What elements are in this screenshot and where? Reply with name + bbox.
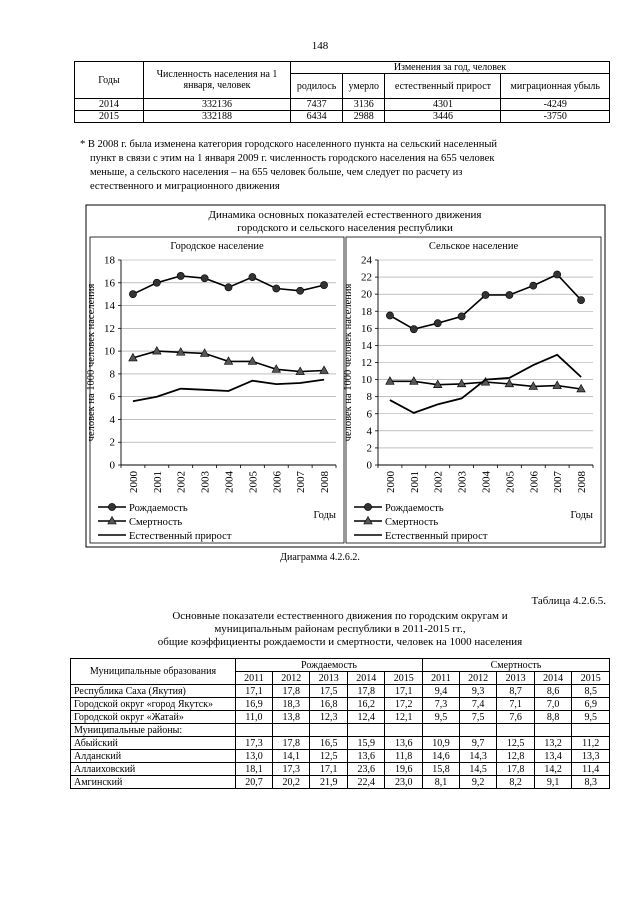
y-tick-label: 18 [361,305,372,318]
data-point [458,313,465,320]
cell: 332188 [144,111,291,123]
data-point [434,320,441,327]
header-born: родилось [291,74,343,99]
cell: 15,9 [347,737,384,750]
cell: 16,9 [236,698,273,711]
header-municipal: Муниципальные образования [71,659,236,685]
data-point [249,273,256,280]
y-tick-label: 14 [361,339,372,352]
row-name: Аллаиховский [71,763,236,776]
cell: -4249 [501,99,610,111]
header-year: 2014 [534,672,571,685]
data-point [386,312,393,319]
legend-label: Рождаемость [129,503,188,514]
cell: 14,2 [534,763,571,776]
header-year: 2015 [385,672,422,685]
table-title-line: общие коэффициенты рождаемости и смертности, человек на 1000 населения [157,636,523,648]
data-point [201,275,208,282]
header-changes: Изменения за год, человек [291,62,610,74]
y-tick-label: 8 [109,368,115,381]
y-tick-label: 16 [104,277,115,290]
header-natural: естественный прирост [385,74,501,99]
y-axis-label: человек на 1000 человек населения [86,283,97,442]
row-name: Алданский [71,750,236,763]
y-tick-label: 0 [366,459,372,472]
cell: 18,3 [273,698,310,711]
panel-title: Городское население [170,241,264,252]
y-tick-label: 6 [109,391,115,404]
y-tick-label: 24 [361,254,372,267]
table-row [71,750,610,763]
series-line [390,275,581,330]
row-name: Республика Саха (Якутия) [71,685,236,698]
x-tick-label: 2001 [151,471,164,493]
cell: 16,2 [347,698,384,711]
y-tick-label: 10 [361,374,372,387]
y-tick-label: 20 [361,288,372,301]
cell: 332136 [144,99,291,111]
y-tick-label: 14 [104,300,115,313]
y-tick-label: 4 [366,425,372,438]
table-row [71,763,610,776]
cell: 6,9 [572,698,610,711]
row-name: Городской округ «город Якутск» [71,698,236,711]
y-axis-label: человек на 1000 человек населения [343,283,354,442]
data-point [506,291,513,298]
x-tick-label: 2000 [384,471,397,493]
cell: 8,5 [572,685,610,698]
urban-chart [86,241,336,542]
row-name: Амгинский [71,776,236,789]
cell: 16,8 [310,698,347,711]
cell: 8,3 [572,776,610,789]
data-point [297,287,304,294]
x-tick-label: 2008 [319,471,332,493]
table-row [71,776,610,789]
cell: 7,0 [534,698,571,711]
cell [236,724,273,737]
cell: 7,3 [422,698,459,711]
header-year: 2014 [347,672,384,685]
cell: 6434 [291,111,343,123]
table-row [71,685,610,698]
cell: 8,8 [534,711,571,724]
cell: 12,1 [385,711,422,724]
cell: 13,2 [534,737,571,750]
data-point [177,272,184,279]
cell [310,724,347,737]
cell: 23,6 [347,763,384,776]
header-years: Годы [75,62,144,99]
data-point [553,381,561,389]
cell: 17,8 [497,763,534,776]
cell [497,724,534,737]
cell: 12,5 [310,750,347,763]
cell: 12,8 [497,750,534,763]
header-births: Рождаемость [236,659,423,672]
row-name: Абыйский [71,737,236,750]
data-point [129,291,136,298]
data-point [153,347,161,355]
legend-marker [108,503,115,510]
cell: 11,8 [385,750,422,763]
cell: 8,7 [497,685,534,698]
cell: 7437 [291,99,343,111]
header-year: 2015 [572,672,610,685]
y-tick-label: 22 [361,271,372,284]
cell: 9,3 [459,685,496,698]
y-tick-label: 8 [366,391,372,404]
cell [385,724,422,737]
y-tick-label: 4 [109,413,115,426]
cell: 17,3 [236,737,273,750]
legend-marker [364,503,371,510]
cell: 22,4 [347,776,384,789]
legend-label: Рождаемость [385,503,444,514]
cell: 4301 [385,99,501,111]
cell: 20,7 [236,776,273,789]
y-tick-label: 2 [366,442,372,455]
y-tick-label: 12 [361,357,372,369]
x-tick-label: 2002 [175,471,188,493]
cell: 2988 [343,111,385,123]
header-deaths: Смертность [422,659,609,672]
cell: 17,8 [273,685,310,698]
y-tick-label: 6 [366,408,372,421]
data-point [153,279,160,286]
panel-title: Сельское население [428,241,519,252]
cell: 18,1 [236,763,273,776]
row-name: Муниципальные районы: [71,724,236,737]
header-year: 2012 [273,672,310,685]
footnote-line: * В 2008 г. была изменена категория городского населенного пункта на сельский населенный [80,139,498,150]
table-title-line: муниципальным районам республики в 2011-2015 гг., [214,623,466,635]
table-label: Таблица 4.2.6.5. [531,595,606,607]
cell: 9,5 [422,711,459,724]
cell: 9,5 [572,711,610,724]
x-tick-label: 2006 [528,471,541,493]
cell: 13,3 [572,750,610,763]
table-row [71,737,610,750]
header-year: 2012 [459,672,496,685]
cell: 10,9 [422,737,459,750]
data-point [482,291,489,298]
data-point [225,284,232,291]
page-number: 148 [311,40,329,52]
cell [422,724,459,737]
x-tick-label: 2002 [432,471,445,493]
cell: 14,6 [422,750,459,763]
y-tick-label: 18 [104,254,115,267]
cell: 8,6 [534,685,571,698]
header-died: умерло [343,74,385,99]
cell: 17,8 [273,737,310,750]
header-year: 2013 [310,672,347,685]
cell: 7,1 [497,698,534,711]
cell [572,724,610,737]
cell: 11,4 [572,763,610,776]
data-point [320,281,327,288]
x-tick-label: 2003 [199,471,212,493]
x-tick-label: 2003 [456,471,469,493]
legend-label: Естественный прирост [385,531,488,542]
footnote-line: пункт в связи с этим на 1 января 2009 г. численность городского населения на 655 человек [90,153,495,164]
cell: 23,0 [385,776,422,789]
cell: 9,4 [422,685,459,698]
cell: 3446 [385,111,501,123]
cell: 2014 [75,99,144,111]
cell: 11,0 [236,711,273,724]
cell: 16,5 [310,737,347,750]
cell: 15,8 [422,763,459,776]
cell [459,724,496,737]
cell: 8,2 [497,776,534,789]
cell: 7,4 [459,698,496,711]
cell: 17,3 [273,763,310,776]
y-tick-label: 12 [104,322,115,335]
x-tick-label: 2004 [223,471,236,493]
cell: 9,2 [459,776,496,789]
cell: 14,3 [459,750,496,763]
cell: 7,5 [459,711,496,724]
header-year: 2011 [236,672,273,685]
cell [534,724,571,737]
y-tick-label: 10 [104,345,115,358]
header-migration: миграционная убыль [501,74,610,99]
data-point [554,271,561,278]
cell: 17,8 [347,685,384,698]
chart-title-line2: городского и сельского населения республики [237,222,453,234]
cell: 13,6 [385,737,422,750]
cell [347,724,384,737]
data-point [577,297,584,304]
x-tick-label: 2006 [271,471,284,493]
x-tick-label: 2004 [480,471,493,493]
x-tick-label: 2007 [295,471,308,493]
figure-caption: Диаграмма 4.2.6.2. [280,552,360,563]
cell: 17,5 [310,685,347,698]
municipal-rates-table [70,658,610,789]
table-title-line: Основные показатели естественного движения по городским округам и [172,610,508,622]
table-title [70,610,610,649]
legend-label: Смертность [385,517,439,528]
x-tick-label: 2007 [552,471,565,493]
header-year: 2013 [497,672,534,685]
rural-chart [343,241,593,542]
cell: -3750 [501,111,610,123]
footnote-line: меньше, а сельского населения – на 655 человек больше, чем следует по расчету из [90,167,463,178]
table-row [71,724,610,737]
header-year: 2011 [422,672,459,685]
cell: 12,3 [310,711,347,724]
cell: 2015 [75,111,144,123]
cell: 13,8 [273,711,310,724]
cell: 17,2 [385,698,422,711]
table-row [71,698,610,711]
cell: 12,5 [497,737,534,750]
cell: 14,5 [459,763,496,776]
data-point [273,285,280,292]
cell: 9,1 [534,776,571,789]
cell: 7,6 [497,711,534,724]
x-axis-label: Годы [570,510,593,521]
x-tick-label: 2008 [576,471,589,493]
table-row [71,711,610,724]
x-tick-label: 2000 [127,471,140,493]
chart-title-line1: Динамика основных показателей естественного движения [208,209,482,221]
cell: 17,1 [310,763,347,776]
data-point [320,366,328,374]
x-tick-label: 2001 [408,471,421,493]
cell: 11,2 [572,737,610,750]
cell: 17,1 [236,685,273,698]
cell: 3136 [343,99,385,111]
y-tick-label: 2 [109,436,115,449]
cell: 20,2 [273,776,310,789]
cell [273,724,310,737]
series-line [133,380,324,402]
y-tick-label: 16 [361,322,372,335]
footnote-line: естественного и миграционного движения [90,181,280,192]
x-tick-label: 2005 [504,471,517,493]
legend-label: Смертность [129,517,183,528]
x-axis-label: Годы [313,510,336,521]
cell: 8,1 [422,776,459,789]
cell: 13,6 [347,750,384,763]
cell: 13,4 [534,750,571,763]
y-tick-label: 0 [109,459,115,472]
cell: 21,9 [310,776,347,789]
data-point [410,326,417,333]
header-population: Численность населения на 1 января, человек [144,62,291,99]
cell: 17,1 [385,685,422,698]
cell: 9,7 [459,737,496,750]
x-tick-label: 2005 [247,471,260,493]
legend-label: Естественный прирост [129,531,232,542]
cell: 13,0 [236,750,273,763]
cell: 14,1 [273,750,310,763]
table-body [71,685,610,789]
cell: 19,6 [385,763,422,776]
cell: 12,4 [347,711,384,724]
row-name: Городской округ «Жатай» [71,711,236,724]
data-point [530,282,537,289]
